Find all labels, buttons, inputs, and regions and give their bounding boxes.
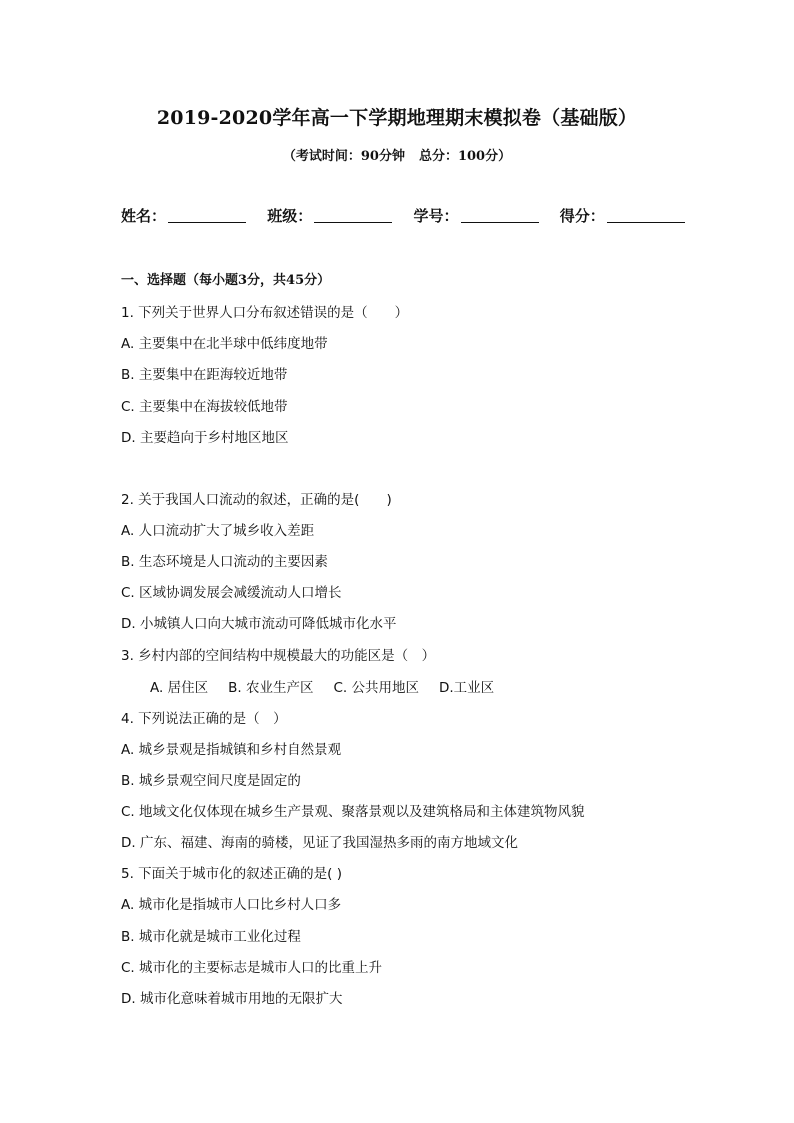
question-3-options [150, 676, 514, 696]
exam-title: 2019-2020学年高一下学期地理期末模拟卷（基础版） [156, 107, 638, 129]
class-label: 班级： [267, 207, 313, 225]
exam-total-score: 总分：100分） [418, 149, 512, 164]
question-1-option-c: C. 主要集中在海拔较低地带 [121, 399, 288, 415]
question-1-option-b: B. 主要集中在距海较近地带 [121, 367, 288, 383]
question-2-option-c: C. 区域协调发展会减缓流动人口增长 [121, 585, 342, 601]
student-info-row [121, 205, 681, 226]
question-3-stem: 3. 乡村内部的空间结构中规模最大的功能区是（ ） [121, 648, 436, 664]
question-4-option-d: D. 广东、福建、海南的骑楼，见证了我国湿热多雨的南方地域文化 [121, 835, 518, 851]
section-heading: 一、选择题（每小题3分，共45分） [121, 273, 331, 288]
score-label: 得分： [559, 207, 605, 225]
score-field [560, 205, 685, 226]
question-5-option-b: B. 城市化就是城市工业化过程 [121, 929, 301, 945]
question-4-option-c: C. 地域文化仅体现在城乡生产景观、聚落景观以及建筑格局和主体建筑物风貌 [121, 804, 585, 820]
question-3-option-d: D.工业区 [438, 680, 495, 696]
question-4-option-a: A. 城乡景观是指城镇和乡村自然景观 [121, 742, 342, 758]
question-5-stem: 5. 下面关于城市化的叙述正确的是( ) [121, 866, 342, 882]
id-field [414, 205, 539, 226]
question-1-stem: 1. 下列关于世界人口分布叙述错误的是（ ） [121, 305, 409, 321]
name-blank [168, 207, 246, 223]
class-blank [314, 207, 392, 223]
question-1-option-a: A. 主要集中在北半球中低纬度地带 [121, 336, 328, 352]
question-1-option-d: D. 主要趋向于乡村地区地区 [121, 430, 289, 446]
question-3-option-a: A. 居住区 [150, 680, 209, 696]
question-3-option-c: C. 公共用地区 [333, 680, 419, 696]
name-label: 姓名： [121, 207, 167, 225]
question-3-option-b: B. 农业生产区 [228, 680, 314, 696]
question-2-option-d: D. 小城镇人口向大城市流动可降低城市化水平 [121, 616, 397, 632]
name-field [121, 205, 246, 226]
question-4-stem: 4. 下列说法正确的是（ ） [121, 711, 287, 727]
id-blank [461, 207, 539, 223]
exam-subtitle [0, 145, 794, 164]
score-blank [607, 207, 685, 223]
question-4-option-b: B. 城乡景观空间尺度是固定的 [121, 773, 301, 789]
question-5-option-d: D. 城市化意味着城市用地的无限扩大 [121, 991, 343, 1007]
exam-time: （考试时间：90分钟 [282, 149, 405, 164]
question-2-stem: 2. 关于我国人口流动的叙述，正确的是( ) [121, 492, 392, 508]
question-2-option-a: A. 人口流动扩大了城乡收入差距 [121, 523, 315, 539]
question-5-option-c: C. 城市化的主要标志是城市人口的比重上升 [121, 960, 383, 976]
class-field [267, 205, 392, 226]
question-5-option-a: A. 城市化是指城市人口比乡村人口多 [121, 897, 342, 913]
id-label: 学号： [413, 207, 459, 225]
question-2-option-b: B. 生态环境是人口流动的主要因素 [121, 554, 328, 570]
